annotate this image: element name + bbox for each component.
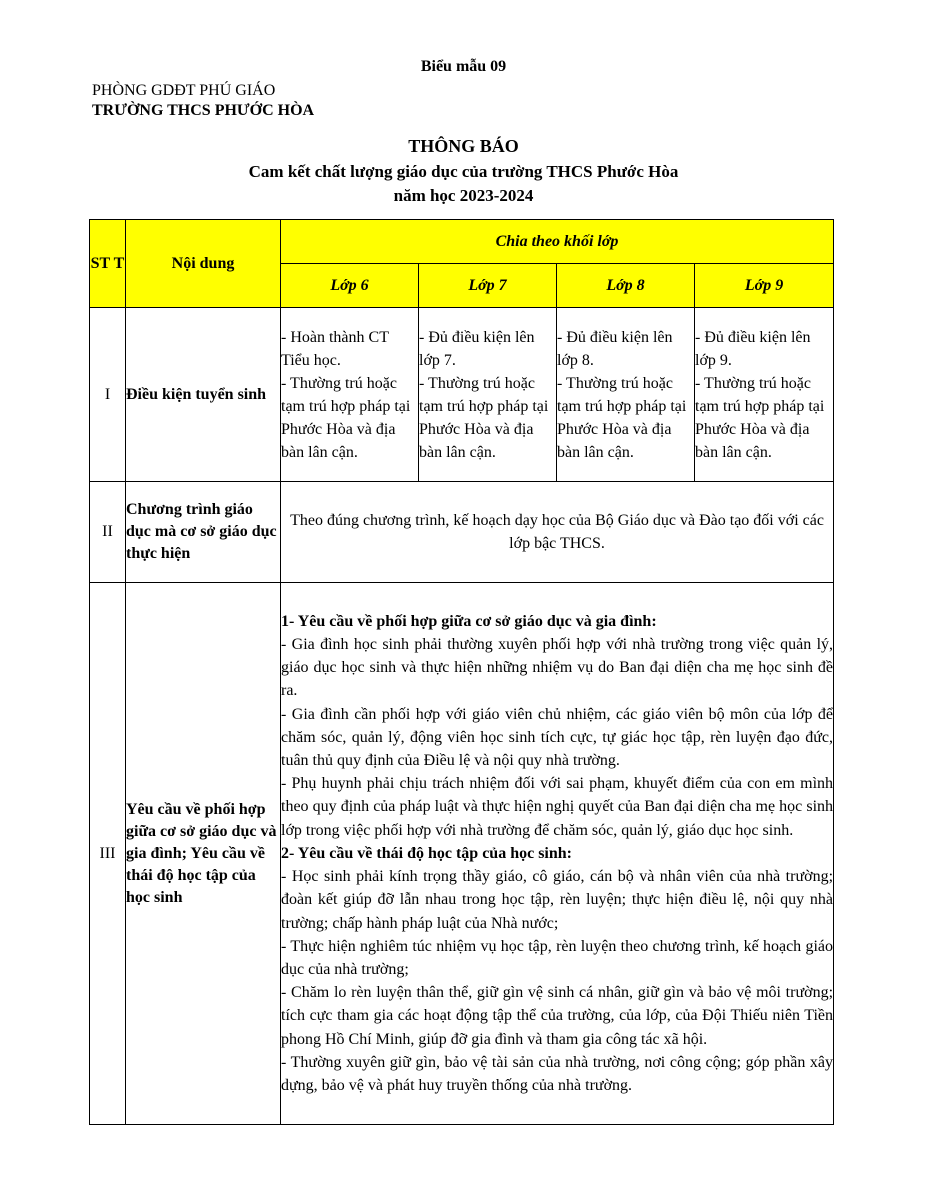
condition-line: - Đủ điều kiện lên lớp 9. (695, 328, 811, 369)
row-number: II (90, 482, 126, 583)
form-number: Biểu mẫu 09 (420, 58, 507, 75)
admission-grade-9 (695, 308, 834, 482)
row-number: I (90, 308, 126, 482)
admission-grade-6 (281, 308, 419, 482)
row-label: Điều kiện tuyển sinh (126, 308, 281, 482)
section-heading: 1- Yêu cầu về phối hợp giữa cơ sở giáo dục và gia đình: (281, 612, 657, 630)
school-year: năm học 2023-2024 (393, 186, 534, 205)
document-subtitle: Cam kết chất lượng giáo dục của trường THCS Phước Hòa (248, 162, 679, 181)
residence-line: - Thường trú hoặc tạm trú hợp pháp tại Phước Hòa và địa bàn lân cận. (281, 374, 411, 461)
condition-line: - Đủ điều kiện lên lớp 7. (419, 328, 535, 369)
paragraph: - Chăm lo rèn luyện thân thể, giữ gìn vệ sinh cá nhân, giữ gìn và bảo vệ môi trường; tích cực tham gia các hoạt động tập thể của trường, của lớp, của Đội Thiếu niên Tiền phong Hồ Chí Minh, giúp đỡ gia đình và tham gia công tác xã hội. (281, 984, 834, 1048)
commitment-table (89, 219, 834, 1125)
row-number: III (90, 583, 126, 1125)
paragraph: - Gia đình học sinh phải thường xuyên phối hợp với nhà trường trong việc quản lý, giáo dục học sinh và thực hiện những nhiệm vụ do Ban đại diện cha mẹ học sinh đề ra. (281, 636, 834, 700)
header-content: Nội dung (126, 220, 281, 308)
header-stt: ST T (90, 220, 126, 308)
row-label: Chương trình giáo dục mà cơ sở giáo dục thực hiện (126, 482, 281, 583)
header-grade-6: Lớp 6 (281, 264, 419, 308)
requirements-text (281, 583, 834, 1125)
program-text: Theo đúng chương trình, kế hoạch dạy học của Bộ Giáo dục và Đào tạo đối với các lớp bậc THCS. (281, 482, 834, 583)
header-row-1 (90, 220, 834, 264)
header-grade-9: Lớp 9 (695, 264, 834, 308)
row-requirements (90, 583, 834, 1125)
condition-line: - Hoàn thành CT Tiểu học. (281, 328, 389, 369)
section-heading: 2- Yêu cầu về thái độ học tập của học sinh: (281, 844, 572, 862)
residence-line: - Thường trú hoặc tạm trú hợp pháp tại Phước Hòa và địa bàn lân cận. (695, 374, 825, 461)
residence-line: - Thường trú hoặc tạm trú hợp pháp tại Phước Hòa và địa bàn lân cận. (419, 374, 549, 461)
row-label: Yêu cầu về phối hợp giữa cơ sở giáo dục và gia đình; Yêu cầu về thái độ học tập của học sinh (126, 583, 281, 1125)
admission-grade-7 (419, 308, 557, 482)
header-grade-8: Lớp 8 (557, 264, 695, 308)
paragraph: - Học sinh phải kính trọng thầy giáo, cô giáo, cán bộ và nhân viên của nhà trường; đoàn kết giúp đỡ lẫn nhau trong học tập, rèn luyện; thực hiện điều lệ, nội quy nhà trường; chấp hành pháp luật của Nhà nước; (281, 868, 834, 932)
school-name: TRƯỜNG THCS PHƯỚC HÒA (92, 102, 315, 119)
document-title: THÔNG BÁO (408, 136, 519, 156)
row-admission (90, 308, 834, 482)
paragraph: - Gia đình cần phối hợp với giáo viên chủ nhiệm, các giáo viên bộ môn của lớp để chăm sóc, quản lý, động viên học sinh tích cực, tự giác học tập, rèn luyện đạo đức, tuân thủ quy định của Điều lệ và nội quy nhà trường. (281, 705, 834, 770)
paragraph: - Phụ huynh phải chịu trách nhiệm đối với sai phạm, khuyết điểm của con em mình theo quy định của pháp luật và thực hiện nghị quyết của Ban đại diện cha mẹ học sinh lớp trong việc phối hợp với nhà trường để chăm sóc, quản lý, giáo dục học sinh. (281, 775, 834, 839)
residence-line: - Thường trú hoặc tạm trú hợp pháp tại Phước Hòa và địa bàn lân cận. (557, 374, 687, 461)
header-grade-7: Lớp 7 (419, 264, 557, 308)
admission-grade-8 (557, 308, 695, 482)
agency-name: PHÒNG GDĐT PHÚ GIÁO (92, 82, 276, 99)
condition-line: - Đủ điều kiện lên lớp 8. (557, 328, 673, 369)
paragraph: - Thường xuyên giữ gìn, bảo vệ tài sản của nhà trường, nơi công cộng; góp phần xây dựng, bảo vệ và phát huy truyền thống của nhà trường. (281, 1053, 834, 1094)
row-program (90, 482, 834, 583)
header-grade-group: Chia theo khối lớp (281, 220, 834, 264)
paragraph: - Thực hiện nghiêm túc nhiệm vụ học tập, rèn luyện theo chương trình, kế hoạch giáo dục của nhà trường; (281, 937, 834, 978)
